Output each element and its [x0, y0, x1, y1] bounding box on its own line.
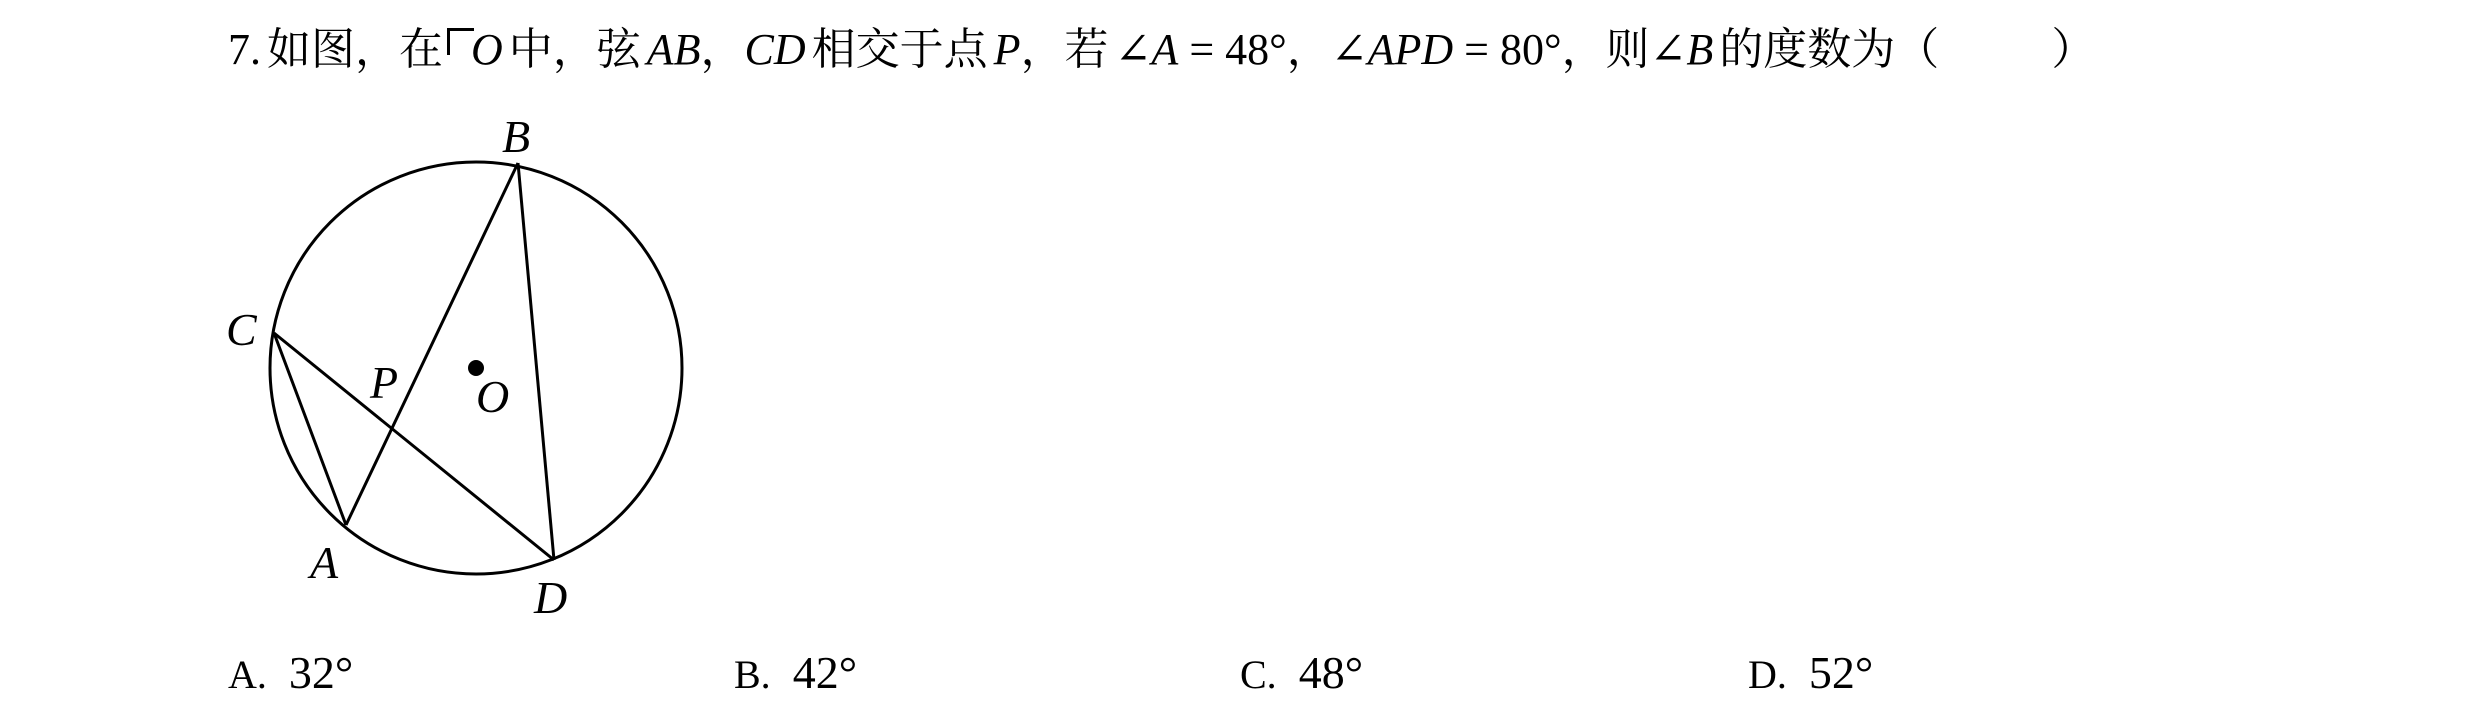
- question-mid3: ，若: [1020, 25, 1109, 74]
- question-text: [228, 14, 2095, 86]
- option-value: 52°: [1808, 647, 1874, 698]
- option-c[interactable]: [1240, 638, 1363, 710]
- question-lead: 如图，在: [267, 25, 443, 74]
- question-mid4: ，则: [1561, 25, 1650, 74]
- point-p: P: [993, 25, 1021, 74]
- geometry-figure: [200, 100, 720, 640]
- equation-1: = 48°，: [1178, 25, 1331, 74]
- chord-ab: AB: [646, 25, 701, 74]
- label-b: B: [502, 111, 531, 162]
- comma: ，: [700, 25, 745, 74]
- option-letter: D.: [1748, 652, 1787, 697]
- label-d: D: [534, 572, 568, 623]
- option-b[interactable]: [734, 638, 857, 710]
- option-letter: A.: [228, 652, 267, 697]
- option-value: 32°: [288, 647, 354, 698]
- question-tail: 的度数为（: [1719, 25, 1940, 74]
- chord-ab-line: [346, 163, 518, 525]
- label-p: P: [370, 357, 399, 408]
- label-c: C: [226, 304, 257, 355]
- option-a[interactable]: [228, 638, 353, 710]
- chord-cd: CD: [744, 25, 806, 74]
- option-value: 48°: [1298, 647, 1364, 698]
- angle-apd: ∠APD: [1330, 25, 1454, 74]
- option-letter: B.: [734, 652, 771, 697]
- circle-symbol-icon: [443, 28, 471, 66]
- question-mid1: 中，弦: [508, 25, 641, 74]
- question-number: 7.: [228, 25, 261, 74]
- answer-options: [228, 638, 2428, 708]
- close-paren: ）: [2051, 25, 2096, 74]
- label-o: O: [476, 371, 510, 422]
- label-a: A: [310, 537, 339, 588]
- option-value: 42°: [792, 647, 858, 698]
- circle-name: O: [471, 25, 503, 74]
- question-mid2: 相交于点: [811, 25, 988, 74]
- angle-a: ∠A: [1114, 25, 1179, 74]
- option-letter: C.: [1240, 652, 1277, 697]
- equation-2: = 80°: [1453, 25, 1562, 74]
- angle-b: ∠B: [1649, 25, 1714, 74]
- option-d[interactable]: [1748, 638, 1873, 710]
- segment-bd-line: [518, 163, 554, 560]
